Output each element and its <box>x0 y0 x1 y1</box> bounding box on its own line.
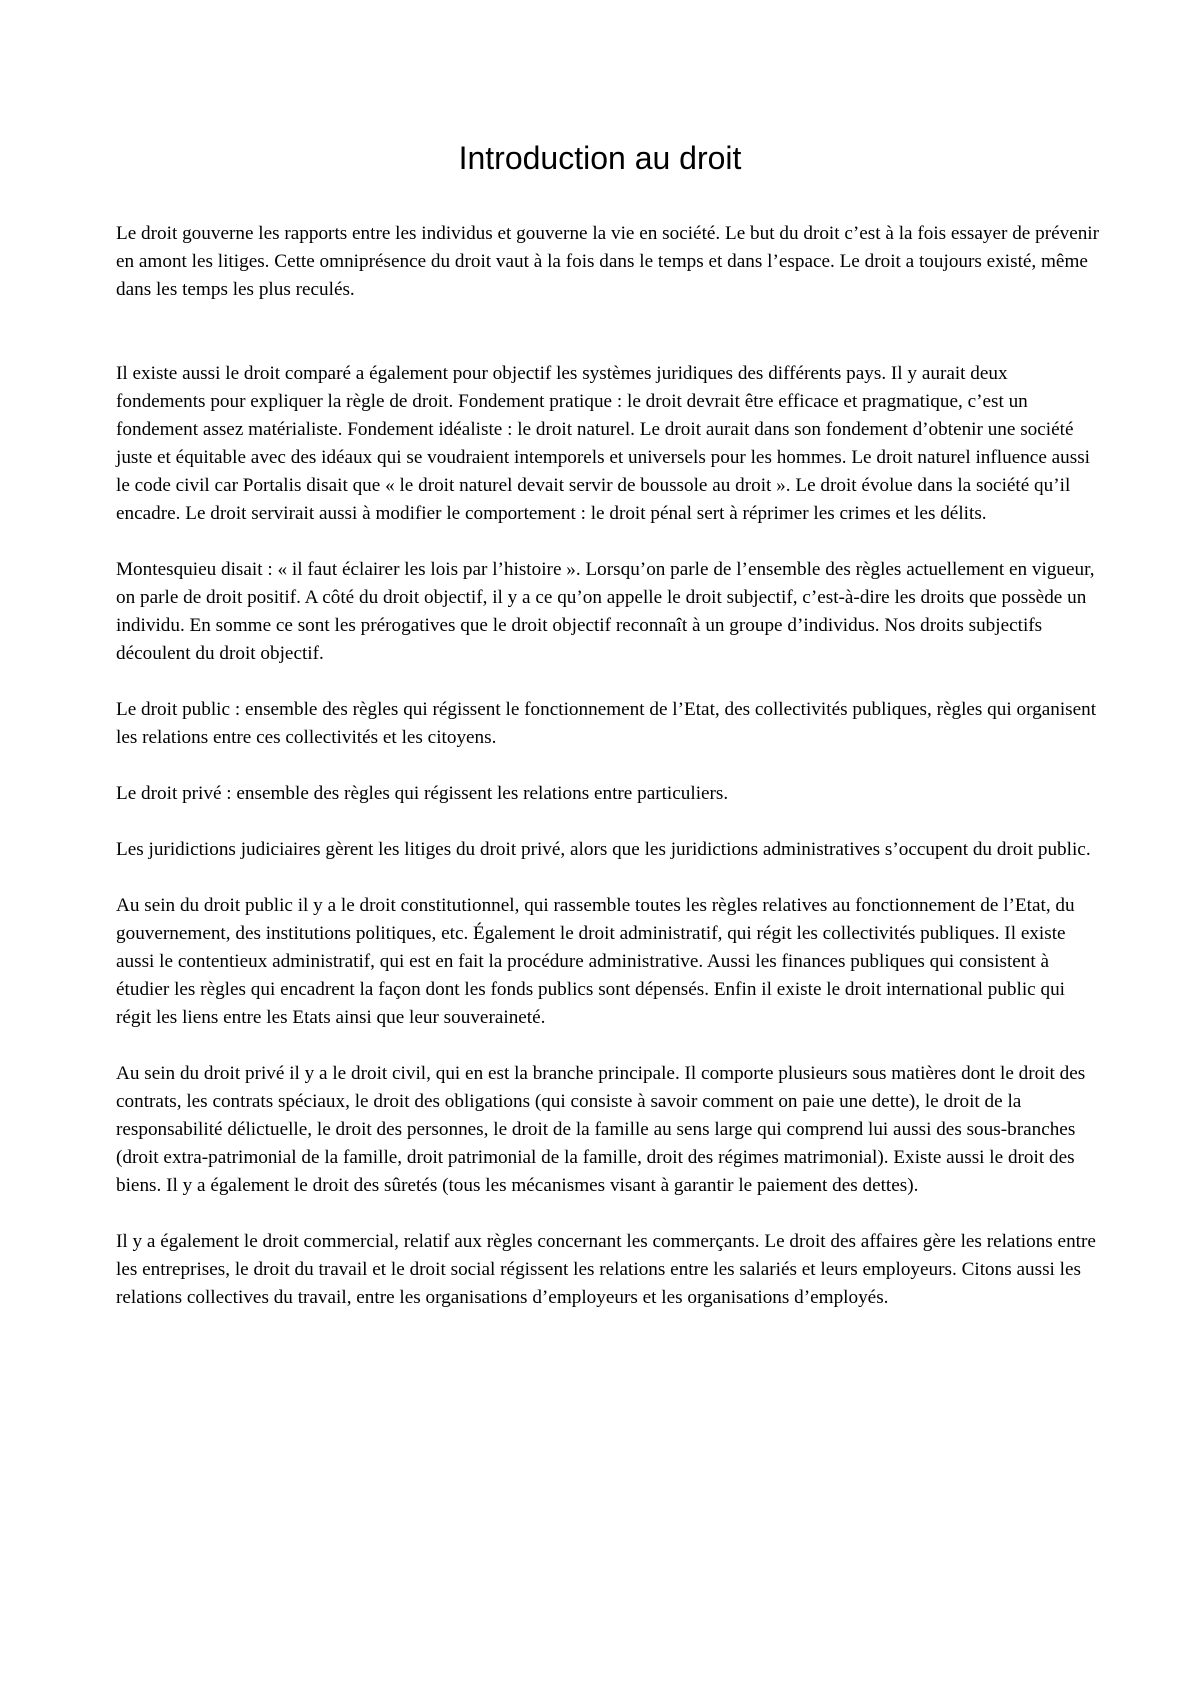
paragraph-fondements: Il existe aussi le droit comparé a également pour objectif les systèmes juridiques des différents pays. Il y aurait deux fondements pour expliquer la règle de droit. Fondement pratique : le droit devrait être efficace et pragmatique, c’est un fondement assez matérialiste. Fondement idéaliste : le droit naturel. Le droit aurait dans son fondement d’obtenir une société juste et équitable avec des idéaux qui se voudraient intemporels et universels pour les hommes. Le droit naturel influence aussi le code civil car Portalis disait que « le droit naturel devait servir de boussole au droit ». Le droit évolue dans la société qu’il encadre. Le droit servirait aussi à modifier le comportement : le droit pénal sert à réprimer les crimes et les délits. <box>116 363 1091 524</box>
paragraph-sein-droit-public: Au sein du droit public il y a le droit constitutionnel, qui rassemble toutes les règles relatives au fonctionnement de l’Etat, du gouvernement, des institutions politiques, etc. Également le droit administratif, qui régit les collectivités publiques. Il existe aussi le contentieux administratif, qui est en fait la procédure administrative. Aussi les finances publiques qui consistent à étudier les règles qui encadrent la façon dont les fonds publics sont dépensés. Enfin il existe le droit international public qui régit les liens entre les Etats ainsi que leur souveraineté. <box>116 895 1075 1028</box>
paragraph-droit-prive: Le droit privé : ensemble des règles qui régissent les relations entre particuliers. <box>116 783 729 804</box>
paragraph-montesquieu: Montesquieu disait : « il faut éclairer les lois par l’histoire ». Lorsqu’on parle de l’ensemble des règles actuellement en vigueur, on parle de droit positif. A côté du droit objectif, il y a ce qu’on appelle le droit subjectif, c’est-à-dire les droits que possède un individu. En somme ce sont les prérogatives que le droit objectif reconnaît à un groupe d’individus. Nos droits subjectifs découlent du droit objectif. <box>116 559 1095 664</box>
paragraph-juridictions: Les juridictions judiciaires gèrent les litiges du droit privé, alors que les juridictions administratives s’occupent du droit public. <box>116 839 1091 860</box>
document-title: Introduction au droit <box>458 140 742 176</box>
paragraph-intro: Le droit gouverne les rapports entre les individus et gouverne la vie en société. Le but du droit c’est à la fois essayer de prévenir en amont les litiges. Cette omniprésence du droit vaut à la fois dans le temps et dans l’espace. Le droit a toujours existé, même dans les temps les plus reculés. <box>116 223 1100 300</box>
paragraph-droit-public: Le droit public : ensemble des règles qui régissent le fonctionnement de l’Etat, des collectivités publiques, règles qui organisent les relations entre ces collectivités et les citoyens. <box>116 699 1097 748</box>
paragraph-sein-droit-prive: Au sein du droit privé il y a le droit civil, qui en est la branche principale. Il comporte plusieurs sous matières dont le droit des contrats, les contrats spéciaux, le droit des obligations (qui consiste à savoir comment on paie une dette), le droit de la responsabilité délictuelle, le droit des personnes, le droit de la famille au sens large qui comprend lui aussi des sous-branches (droit extra-patrimonial de la famille, droit patrimonial de la famille, droit des régimes matrimonial). Existe aussi le droit des biens. Il y a également le droit des sûretés (tous les mécanismes visant à garantir le paiement des dettes). <box>116 1063 1086 1196</box>
document-body <box>116 220 1101 1340</box>
paragraph-droit-commercial: Il y a également le droit commercial, relatif aux règles concernant les commerçants. Le droit des affaires gère les relations entre les entreprises, le droit du travail et le droit social régissent les relations entre les salariés et leurs employeurs. Citons aussi les relations collectives du travail, entre les organisations d’employeurs et les organisations d’employés. <box>116 1231 1096 1308</box>
